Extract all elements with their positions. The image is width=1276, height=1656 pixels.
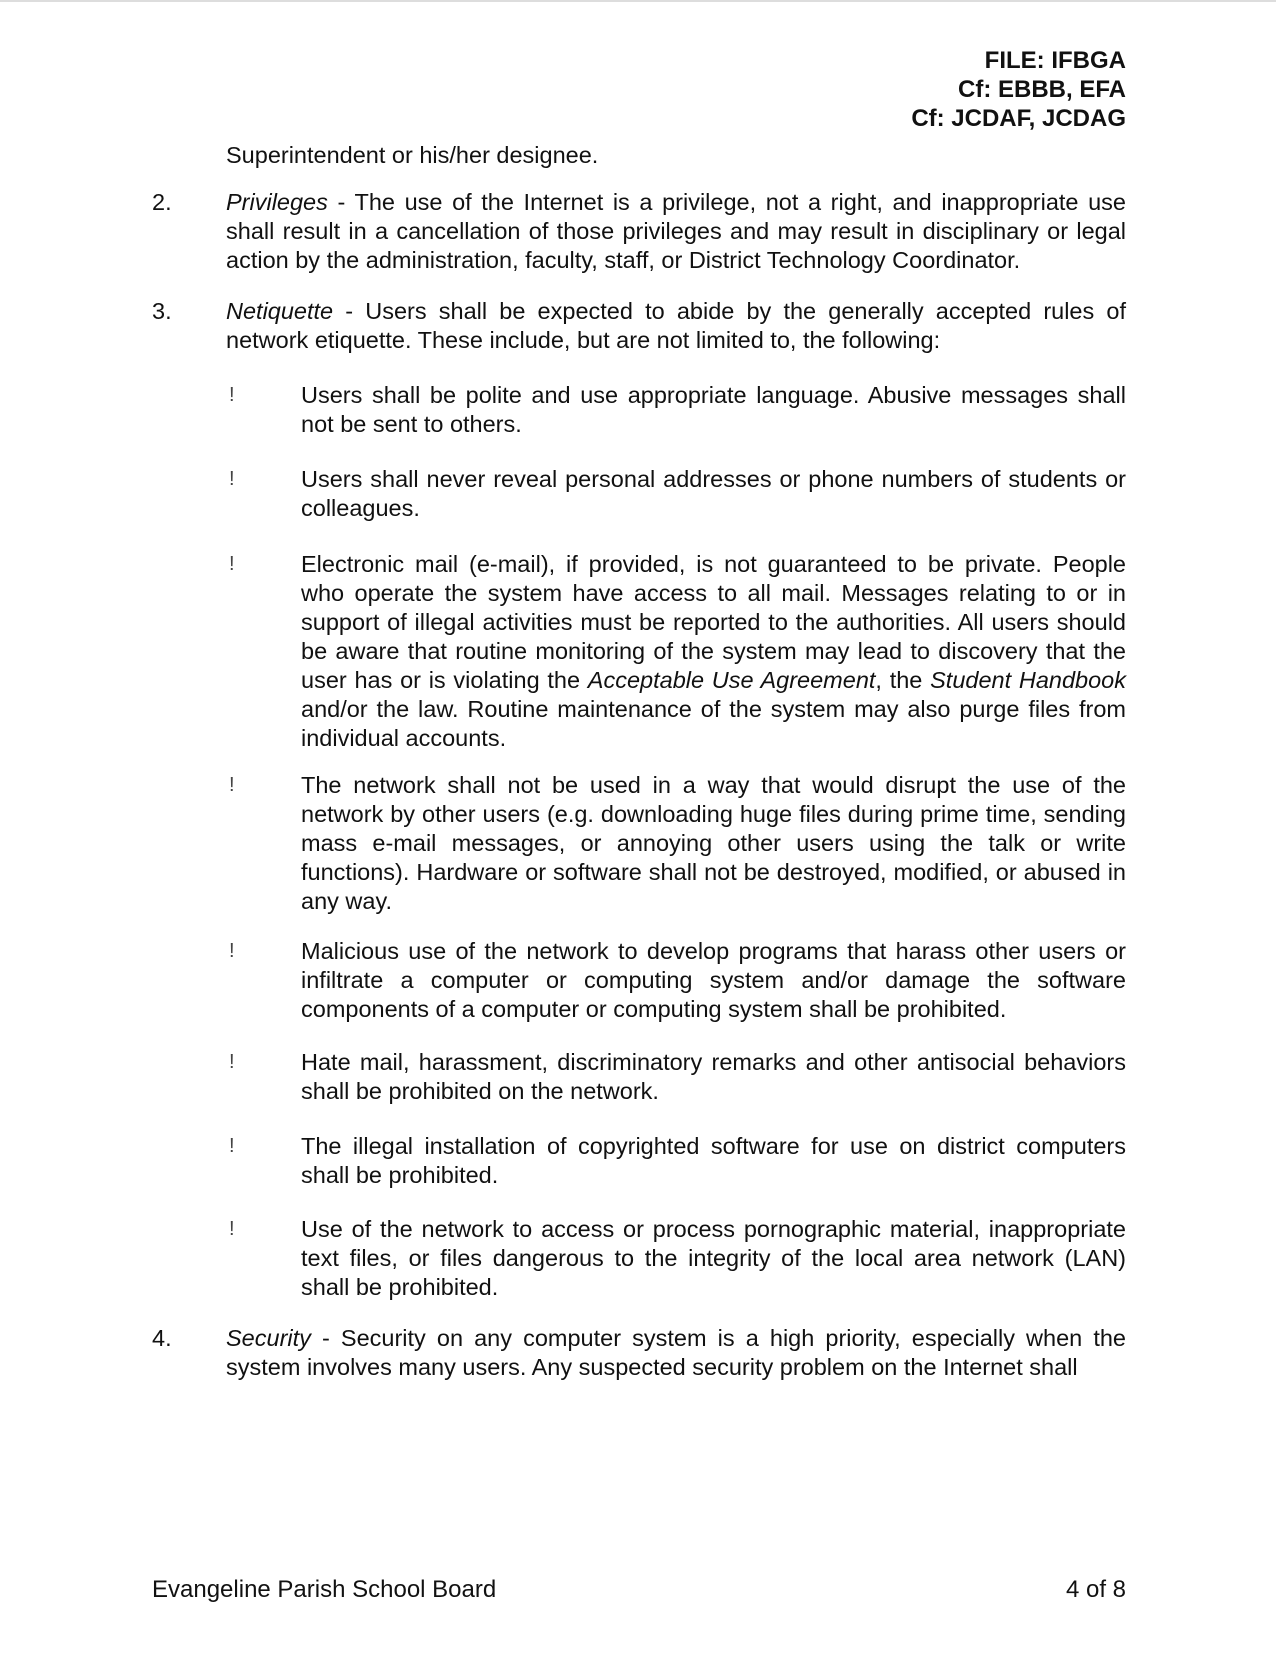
scan-edge [0, 0, 1276, 2]
bullet-item [226, 771, 1126, 916]
item-title: Netiquette [226, 298, 334, 324]
bullet-mark: ! [229, 384, 235, 406]
bullet-text: The network shall not be used in a way that would disrupt the use of the network by other users (e.g. downloading huge files during prime time, sending mass e-mail messages, or annoying other users using the talk or write functions). Hardware or software shall not be destroyed, modified, or abused in any way. [301, 772, 1126, 914]
page-number: 4 of 8 [1065, 1576, 1126, 1603]
item-number: 3. [152, 298, 172, 324]
item-title: Privileges [226, 189, 328, 215]
bullet-text-part: , the [875, 667, 931, 693]
bullet-mark: ! [229, 1218, 235, 1240]
policy-item-netiquette [152, 297, 1126, 355]
bullet-mark: ! [229, 553, 235, 575]
continuation-text: Superintendent or his/her designee. [226, 142, 599, 168]
cross-reference-1: Cf: EBBB, EFA [958, 76, 1126, 103]
bullet-text: Users shall never reveal personal addresses or phone numbers of students or colleagues. [301, 466, 1126, 521]
bullet-text [301, 550, 1126, 753]
item-text: - The use of the Internet is a privilege, not a right, and inappropriate use shall result in a cancellation of those privileges and may result in disciplinary or legal action by the administration, faculty, staff, or District Technology Coordinator. [226, 189, 1126, 273]
bullet-mark: ! [229, 468, 235, 490]
item-number: 2. [152, 189, 172, 215]
bullet-item [226, 381, 1126, 439]
item-text: - Security on any computer system is a high priority, especially when the system involves many users. Any suspected security problem on the Internet shall [226, 1325, 1126, 1380]
item-body [226, 188, 1126, 275]
bullet-item [226, 937, 1126, 1024]
bullet-item [226, 1132, 1126, 1190]
bullet-mark: ! [229, 774, 235, 796]
policy-item-privileges [152, 188, 1126, 275]
bullet-text: Hate mail, harassment, discriminatory remarks and other antisocial behaviors shall be prohibited on the network. [301, 1049, 1126, 1104]
file-reference-header [911, 46, 1126, 133]
document-title-reference: Acceptable Use Agreement [587, 667, 876, 693]
bullet-item [226, 550, 1126, 753]
file-code: FILE: IFBGA [984, 47, 1126, 74]
item-text: - Users shall be expected to abide by the generally accepted rules of network etiquette. These include, but are not limited to, the following: [226, 298, 1126, 353]
bullet-mark: ! [229, 940, 235, 962]
bullet-mark: ! [229, 1135, 235, 1157]
bullet-text: Users shall be polite and use appropriate language. Abusive messages shall not be sent to others. [301, 382, 1126, 437]
cross-reference-2: Cf: JCDAF, JCDAG [911, 105, 1126, 132]
bullet-mark: ! [229, 1051, 235, 1073]
bullet-text: Malicious use of the network to develop programs that harass other users or infiltrate a computer or computing system and/or damage the software components of a computer or computing system shall be prohibited. [301, 938, 1126, 1022]
bullet-item [226, 1048, 1126, 1106]
bullet-text-part: Electronic mail (e-mail), if provided, is not guaranteed to be private. People who operate the system have access to all mail. Messages relating to or in support of illegal activities must be reported to the authorities. All users should be aware that routine monitoring of the system may lead to discovery that the user has or is violating the [301, 551, 1126, 693]
item-body [226, 1324, 1126, 1382]
bullet-text: The illegal installation of copyrighted software for use on district computers shall be prohibited. [301, 1133, 1126, 1188]
bullet-text-part: and/or the law. Routine maintenance of the system may also purge files from individual accounts. [301, 696, 1126, 751]
item-title: Security [226, 1325, 311, 1351]
document-title-reference: Student Handbook [930, 667, 1126, 693]
item-body [226, 297, 1126, 355]
bullet-text: Use of the network to access or process pornographic material, inappropriate text files, or files dangerous to the integrity of the local area network (LAN) shall be prohibited. [301, 1216, 1126, 1300]
footer-organization: Evangeline Parish School Board [152, 1576, 497, 1603]
bullet-item [226, 465, 1126, 523]
policy-item-security [152, 1324, 1126, 1382]
item-number: 4. [152, 1325, 172, 1351]
bullet-item [226, 1215, 1126, 1302]
